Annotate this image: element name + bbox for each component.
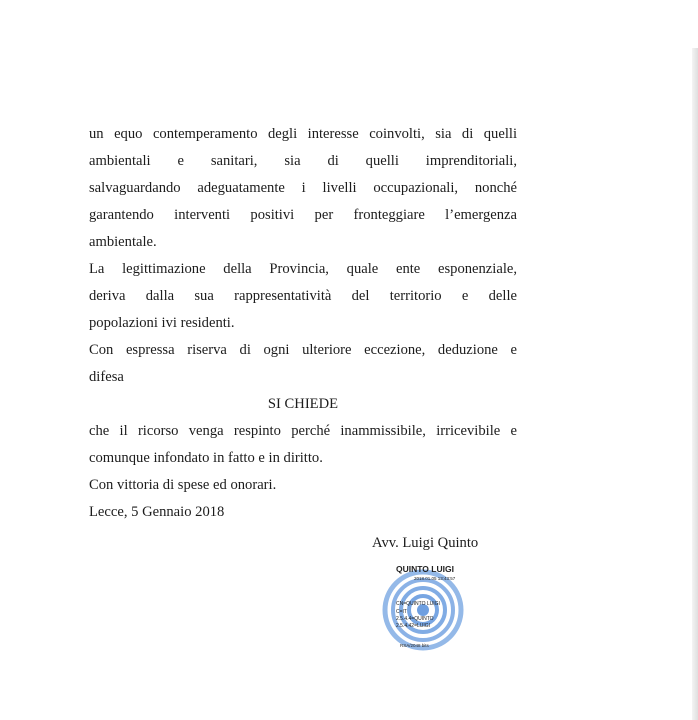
stamp-givenname: 2.5.4.42=LUIGI (396, 623, 431, 629)
digital-signature-stamp (376, 560, 486, 655)
document-body (89, 121, 517, 526)
paragraph-line: comunque infondato in fatto e in diritto. (89, 450, 323, 466)
stamp-surname: 2.5.4.4=QUINTO (396, 616, 434, 622)
paragraph-line: deriva dalla sua rappresentatività del territorio e delle (89, 288, 517, 304)
stamp-c: C=IT (396, 609, 407, 615)
paragraph-line: ambientale. (89, 234, 157, 250)
paragraph-line: popolazioni ivi residenti. (89, 315, 235, 331)
paragraph-line: garantendo interventi positivi per fronteggiare l’emergenza (89, 207, 517, 223)
date-line: Lecce, 5 Gennaio 2018 (89, 504, 225, 520)
signature-seal-icon (376, 560, 486, 655)
section-heading: SI CHIEDE (267, 396, 339, 412)
paragraph-line: Con espressa riserva di ogni ulteriore eccezione, deduzione e (89, 342, 517, 358)
paragraph-line: difesa (89, 369, 124, 385)
paragraph-line: che il ricorso venga respinto perché inammissibile, irricevibile e (89, 423, 517, 439)
stamp-date: 2018.01.05 13:43:57 (414, 576, 456, 581)
stamp-algorithm: RSA/2048 bits (400, 643, 429, 648)
paragraph-line: Con vittoria di spese ed onorari. (89, 477, 277, 493)
stamp-title: QUINTO LUIGI (396, 564, 454, 574)
stamp-cn: CN=QUINTO LUIGI (396, 601, 440, 607)
paragraph-line: salvaguardando adeguatamente i livelli occupazionali, nonché (89, 180, 517, 196)
signature-name: Avv. Luigi Quinto (372, 535, 479, 551)
paragraph-line: un equo contemperamento degli interesse coinvolti, sia di quelli (89, 126, 517, 142)
paragraph-line: ambientali e sanitari, sia di quelli imprenditoriali, (89, 153, 517, 169)
paragraph-line: La legittimazione della Provincia, quale ente esponenziale, (89, 261, 517, 277)
